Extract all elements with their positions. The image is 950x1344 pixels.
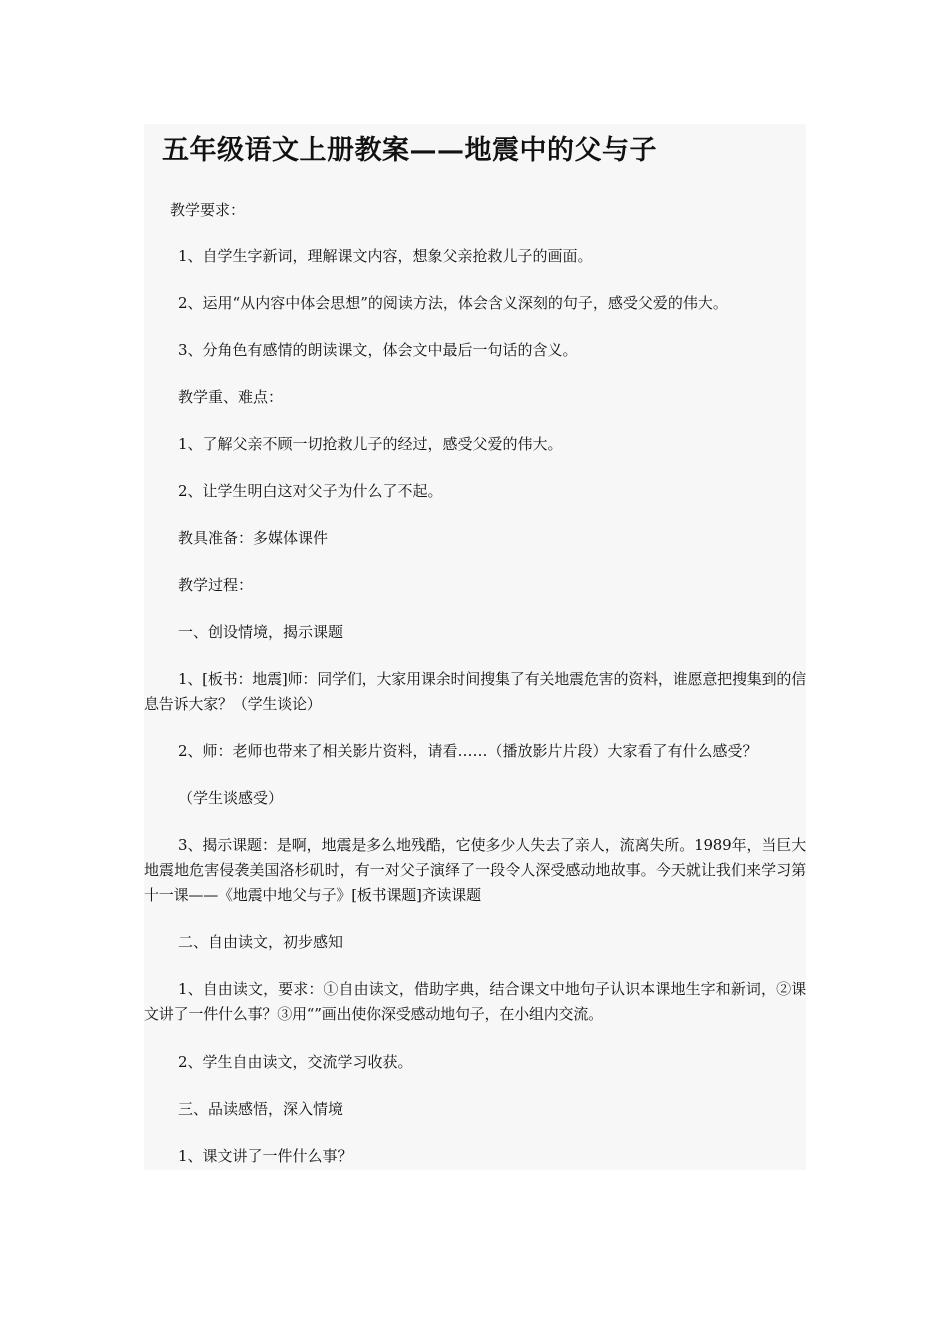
document-title: 五年级语文上册教案——地震中的父与子 [162, 135, 657, 166]
paragraph-step-1-1: 1、[板书：地震]师：同学们，大家用课余时间搜集了有关地震危害的资料，谁愿意把搜集到的信息告诉大家？（学生谈论） [144, 670, 806, 713]
document-page [144, 124, 806, 1170]
paragraph-requirement-1: 1、自学生字新词，理解课文内容，想象父亲抢救儿子的画面。 [178, 247, 593, 265]
paragraph-step-3-1: 1、课文讲了一件什么事？ [178, 1147, 353, 1165]
paragraph-teaching-requirements: 教学要求： [170, 201, 246, 219]
paragraph-step-2-2: 2、学生自由读文，交流学习收获。 [178, 1053, 413, 1071]
paragraph-step-1-3: 3、揭示课题：是啊，地震是多么地残酷，它使多少人失去了亲人，流离失所。1989年，当巨大地震地危害侵袭美国洛杉矶时，有一对父子演绎了一段令人深受感动地故事。今天就让我们来学习第十一课——《地震中地父与子》[板书课题]齐读课题 [144, 836, 806, 904]
paragraph-student-feelings: （学生谈感受） [178, 789, 284, 807]
paragraph-requirement-2: 2、运用“从内容中体会思想”的阅读方法，体会含义深刻的句子，感受父爱的伟大。 [178, 294, 728, 312]
paragraph-key-points: 教学重、难点： [178, 388, 284, 406]
paragraph-key-point-2: 2、让学生明白这对父子为什么了不起。 [178, 482, 443, 500]
paragraph-key-point-1: 1、了解父亲不顾一切抢救儿子的经过，感受父爱的伟大。 [178, 435, 563, 453]
paragraph-step-2-1: 1、自由读文，要求：①自由读文，借助字典，结合课文中地句子认识本课地生字和新词，②课文讲了一件什么事？③用“”画出使你深受感动地句子，在小组内交流。 [144, 980, 806, 1023]
section-heading-2: 二、自由读文，初步感知 [178, 933, 344, 951]
paragraph-step-1-2: 2、师：老师也带来了相关影片资料，请看……（播放影片片段）大家看了有什么感受？ [178, 742, 758, 760]
paragraph-teaching-process: 教学过程： [178, 576, 254, 594]
section-heading-1: 一、创设情境，揭示课题 [178, 623, 344, 641]
paragraph-materials: 教具准备：多媒体课件 [178, 529, 329, 547]
section-heading-3: 三、品读感悟，深入情境 [178, 1100, 344, 1118]
paragraph-requirement-3: 3、分角色有感情的朗读课文，体会文中最后一句话的含义。 [178, 341, 578, 359]
